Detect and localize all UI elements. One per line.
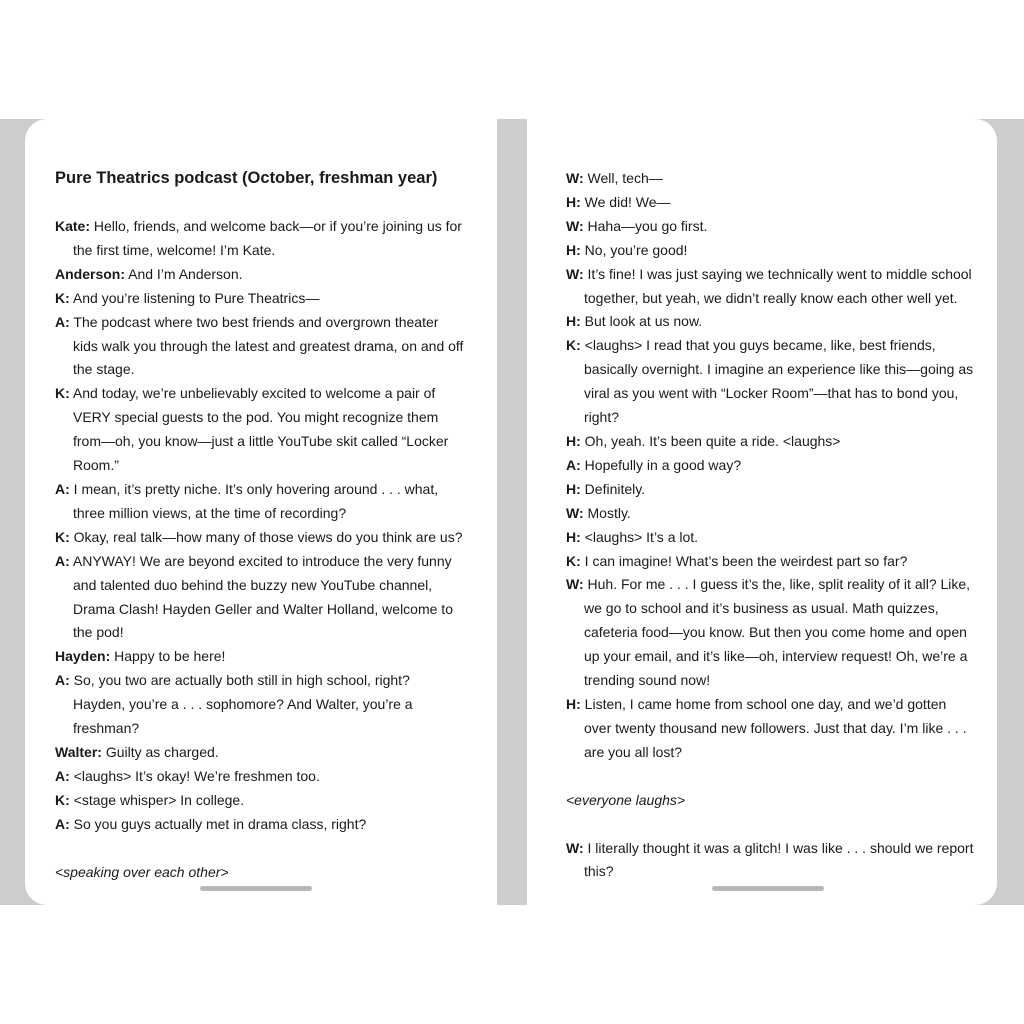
dialogue-line	[55, 382, 465, 478]
dialogue-list-right-after	[566, 837, 976, 885]
line-text: Hopefully in a good way?	[580, 456, 742, 473]
scroll-handle[interactable]	[200, 886, 312, 891]
line-text: <stage whisper> In college.	[69, 791, 245, 808]
left-page-content	[55, 167, 465, 908]
line-text: Hello, friends, and welcome back—or if you’re joining us for the first time, welcome! I’m Kate.	[73, 218, 462, 258]
speaker-label: H:	[566, 313, 581, 330]
dialogue-line	[566, 191, 976, 215]
speaker-label: A:	[55, 313, 70, 330]
line-text: And you’re listening to Pure Theatrics—	[69, 289, 320, 306]
speaker-label: W:	[566, 576, 584, 593]
dialogue-line	[566, 502, 976, 526]
speaker-label: W:	[566, 504, 584, 521]
dialogue-line	[55, 789, 465, 813]
right-page	[527, 119, 997, 905]
speaker-label: A:	[55, 480, 70, 497]
line-text: Okay, real talk—how many of those views do you think are us?	[69, 528, 463, 545]
speaker-label: K:	[55, 791, 70, 808]
dialogue-line	[55, 765, 465, 789]
speaker-label: A:	[566, 456, 581, 473]
speaker-label: A:	[55, 815, 70, 832]
speaker-label: W:	[566, 839, 584, 856]
stage-direction: <everyone laughs>	[566, 791, 686, 808]
line-text: Listen, I came home from school one day, and we’d gotten over twenty thousand new followers. Just that day. I’m like . . . are you all lost?	[580, 695, 967, 760]
line-text: The podcast where two best friends and overgrown theater kids walk you through the latest and greatest drama, on and off the stage.	[69, 313, 464, 378]
speaker-label: H:	[566, 241, 581, 258]
dialogue-line	[566, 310, 976, 334]
dialogue-line	[566, 334, 976, 430]
line-text: Oh, yeah. It’s been quite a ride. <laughs>	[580, 432, 841, 449]
line-text: <laughs> It’s okay! We’re freshmen too.	[69, 767, 320, 784]
dialogue-line	[566, 263, 976, 311]
speaker-label: H:	[566, 432, 581, 449]
stage-direction: <speaking over each other>	[55, 863, 229, 880]
dialogue-line	[566, 837, 976, 885]
dialogue-line	[55, 550, 465, 646]
line-text: Huh. For me . . . I guess it’s the, like, split reality of it all? Like, we go to school and it’s business as usual. Math quizzes, cafeteria food—you know. But then you come home and open up your email, and it’s like—oh, interview request! Oh, we’re a trending sound now!	[583, 576, 971, 689]
dialogue-line	[566, 526, 976, 550]
dialogue-list-right	[566, 167, 976, 765]
dialogue-line	[566, 239, 976, 263]
dialogue-line	[55, 669, 465, 741]
dialogue-line	[55, 645, 465, 669]
speaker-label: W:	[566, 217, 584, 234]
line-text: We did! We—	[580, 193, 671, 210]
dialogue-list-left	[55, 215, 465, 837]
line-text: Guilty as charged.	[101, 743, 219, 760]
line-text: It’s fine! I was just saying we technically went to middle school together, but yeah, we didn’t really know each other well yet.	[583, 265, 972, 306]
line-text: So you guys actually met in drama class, right?	[69, 815, 367, 832]
line-text: And I’m Anderson.	[125, 265, 243, 282]
speaker-label: W:	[566, 170, 584, 186]
line-text: And today, we’re unbelievably excited to welcome a pair of VERY special guests to the pod. You might recognize them from—oh, you know—just a little YouTube skit called “Locker Room.”	[69, 385, 449, 474]
line-text: <laughs> I read that you guys became, like, best friends, basically overnight. I imagine an experience like this—going as viral as you went with “Locker Room”—that has to bond you, right?	[580, 337, 974, 426]
speaker-label: K:	[55, 289, 70, 306]
line-text: Haha—you go first.	[583, 217, 708, 234]
line-text: ANYWAY! We are beyond excited to introduce the very funny and talented duo behind the buzzy new YouTube channel, Drama Clash! Hayden Geller and Walter Holland, welcome to the pod!	[69, 552, 453, 641]
dialogue-line	[566, 693, 976, 765]
speaker-label: H:	[566, 528, 581, 545]
dialogue-line	[55, 311, 465, 383]
page-title: Pure Theatrics podcast (October, freshman year)	[55, 169, 438, 187]
speaker-label: K:	[566, 337, 581, 354]
line-text: I can imagine! What’s been the weirdest part so far?	[580, 552, 908, 569]
dialogue-line	[55, 741, 465, 765]
dialogue-line	[566, 550, 976, 574]
speaker-label: W:	[566, 265, 584, 282]
dialogue-line	[566, 167, 976, 191]
dialogue-line	[566, 478, 976, 502]
dialogue-line	[566, 454, 976, 478]
speaker-label: H:	[566, 193, 581, 210]
speaker-label: H:	[566, 695, 581, 712]
speaker-label: Hayden:	[55, 648, 111, 665]
speaker-label: Kate:	[55, 218, 91, 234]
dialogue-line	[55, 526, 465, 550]
speaker-label: Walter:	[55, 743, 102, 760]
left-page	[25, 119, 497, 905]
speaker-label: H:	[566, 480, 581, 497]
scroll-handle[interactable]	[712, 886, 824, 891]
dialogue-line	[55, 287, 465, 311]
line-text: But look at us now.	[580, 313, 703, 330]
line-text: So, you two are actually both still in high school, right? Hayden, you’re a . . . sophomore? And Walter, you’re a freshman?	[69, 672, 413, 737]
dialogue-line	[566, 573, 976, 693]
dialogue-line	[55, 813, 465, 837]
line-text: Well, tech—	[583, 170, 663, 186]
speaker-label: K:	[55, 528, 70, 545]
dialogue-line	[55, 263, 465, 287]
line-text: Definitely.	[580, 480, 646, 497]
speaker-label: A:	[55, 767, 70, 784]
dialogue-line	[566, 430, 976, 454]
speaker-label: A:	[55, 672, 70, 689]
speaker-label: A:	[55, 552, 70, 569]
line-text: Happy to be here!	[110, 648, 226, 665]
line-text: No, you’re good!	[580, 241, 688, 258]
speaker-label: K:	[55, 385, 70, 402]
line-text: Mostly.	[583, 504, 631, 521]
dialogue-line	[55, 478, 465, 526]
speaker-label: Anderson:	[55, 265, 125, 282]
line-text: I mean, it’s pretty niche. It’s only hovering around . . . what, three million views, at the time of recording?	[69, 480, 439, 521]
speaker-label: K:	[566, 552, 581, 569]
line-text: <laughs> It’s a lot.	[580, 528, 699, 545]
dialogue-line	[55, 215, 465, 263]
dialogue-line	[566, 215, 976, 239]
right-page-content	[566, 167, 976, 884]
line-text: I literally thought it was a glitch! I was like . . . should we report this?	[583, 839, 974, 880]
